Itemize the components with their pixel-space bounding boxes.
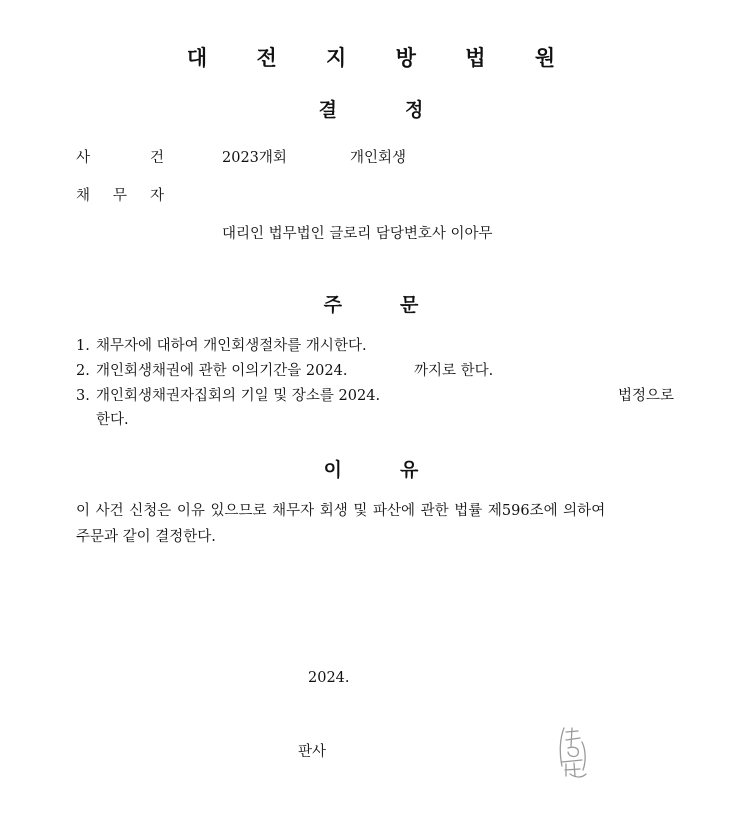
order-2-continued: 까지로 한다.	[414, 363, 494, 379]
document-title	[0, 95, 742, 122]
reason-heading-left: 이	[323, 459, 342, 481]
reason-line-2: 주문과 같이 결정한다.	[76, 529, 216, 545]
order-3-wrap: 한다.	[96, 412, 129, 428]
order-item-3	[76, 384, 380, 405]
title-left: 결	[318, 99, 337, 121]
order-item-2	[76, 359, 347, 380]
order-text: 채무자에 대하여 개인회생절차를 개시한다.	[96, 338, 367, 354]
judge-seal-icon	[556, 722, 592, 782]
reason-line-1: 이 사건 신청은 이유 있으므로 채무자 회생 및 파산에 관한 법률 제596조에 의하여	[76, 503, 606, 519]
reason-heading-right: 유	[400, 459, 419, 481]
debtor-label-c: 자	[150, 188, 165, 204]
debtor-agent: 대리인 법무법인 글로리 담당변호사 이아무	[222, 226, 493, 242]
decision-date: 2024.	[308, 670, 350, 686]
order-number: 2.	[76, 363, 90, 379]
reason-heading	[0, 455, 742, 482]
order-number: 1.	[76, 338, 90, 354]
case-label-b: 건	[150, 150, 165, 166]
order-heading	[0, 290, 742, 317]
order-heading-right: 문	[400, 294, 419, 316]
debtor-label-b: 무	[113, 188, 128, 204]
order-3-continued: 법정으로	[618, 388, 675, 404]
court-name: 대 전 지 방 법 원	[186, 46, 577, 70]
case-name: 개인회생	[350, 150, 407, 166]
order-text: 개인회생채권자집회의 기일 및 장소를 2024.	[96, 388, 381, 404]
debtor-label-a: 채	[76, 188, 91, 204]
judge-label: 판사	[298, 744, 327, 760]
order-item-1	[76, 334, 367, 355]
title-right: 정	[405, 99, 424, 121]
case-label-a: 사	[76, 150, 91, 166]
order-number: 3.	[76, 388, 90, 404]
order-heading-left: 주	[323, 294, 342, 316]
case-number: 2023개회	[222, 150, 287, 166]
order-text: 개인회생채권에 관한 이의기간을 2024.	[96, 363, 348, 379]
